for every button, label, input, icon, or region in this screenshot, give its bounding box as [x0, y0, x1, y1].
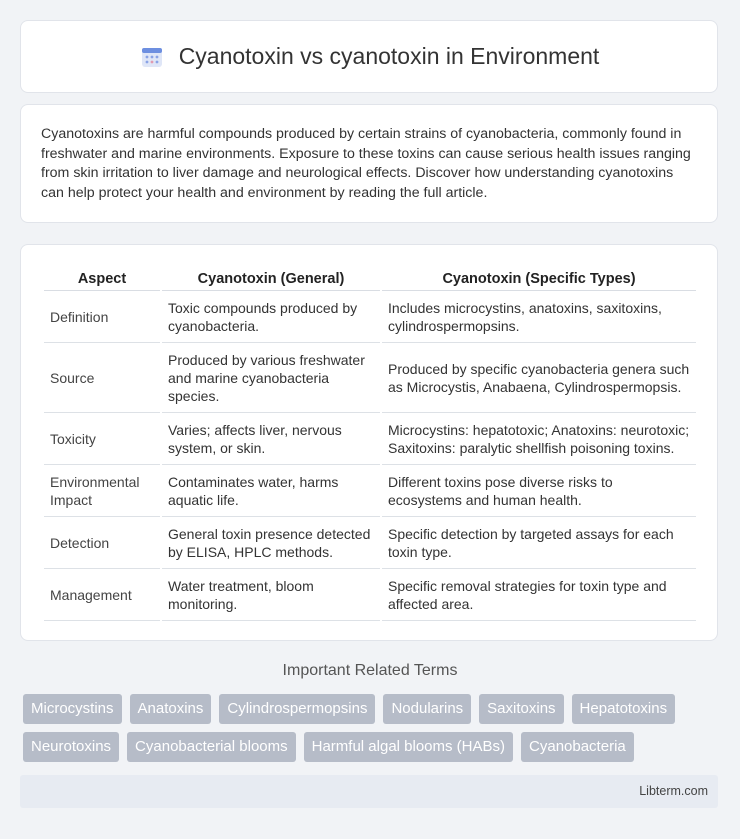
related-terms-title: Important Related Terms — [282, 662, 458, 679]
table-cell: Water treatment, bloom monitoring. — [162, 571, 380, 621]
table-cell: Includes microcystins, anatoxins, saxitoxins, cylindrospermopsins. — [382, 293, 696, 343]
table-cell: Specific detection by targeted assays for each toxin type. — [382, 519, 696, 569]
table-cell-aspect: Source — [44, 345, 160, 413]
footer — [20, 775, 718, 808]
comparison-table-card — [20, 244, 718, 641]
footer-site-link[interactable]: Libterm.com — [639, 784, 708, 798]
table-cell-aspect: Environmental Impact — [44, 467, 160, 517]
table-cell: Produced by various freshwater and marine cyanobacteria species. — [162, 345, 380, 413]
table-cell-aspect: Toxicity — [44, 415, 160, 465]
table-cell: Microcystins: hepatotoxic; Anatoxins: neurotoxic; Saxitoxins: paralytic shellfish poisoning toxins. — [382, 415, 696, 465]
table-cell: Produced by specific cyanobacteria genera such as Microcystis, Anabaena, Cylindrospermopsis. — [382, 345, 696, 413]
table-row — [44, 415, 696, 465]
table-cell-aspect: Management — [44, 571, 160, 621]
table-cell: Different toxins pose diverse risks to ecosystems and human health. — [382, 467, 696, 517]
table-cell: Specific removal strategies for toxin type and affected area. — [382, 571, 696, 621]
page-title: Cyanotoxin vs cyanotoxin in Environment — [178, 43, 600, 69]
table-cell-aspect: Definition — [44, 293, 160, 343]
table-row — [44, 467, 696, 517]
table-row — [44, 345, 696, 413]
tag-hepatotoxins[interactable]: Hepatotoxins — [572, 694, 676, 724]
tag-neurotoxins[interactable]: Neurotoxins — [23, 732, 119, 762]
intro-card — [20, 104, 718, 223]
table-header: Aspect — [44, 265, 160, 291]
header-card — [20, 20, 718, 93]
related-terms-list — [23, 694, 723, 762]
table-cell: General toxin presence detected by ELISA, HPLC methods. — [162, 519, 380, 569]
table-row — [44, 519, 696, 569]
comparison-table — [42, 263, 698, 623]
table-cell-aspect: Detection — [44, 519, 160, 569]
tag-saxitoxins[interactable]: Saxitoxins — [479, 694, 563, 724]
tag-anatoxins[interactable]: Anatoxins — [130, 694, 212, 724]
tag-microcystins[interactable]: Microcystins — [23, 694, 122, 724]
table-header: Cyanotoxin (Specific Types) — [382, 265, 696, 291]
table-cell: Toxic compounds produced by cyanobacteria. — [162, 293, 380, 343]
table-cell: Contaminates water, harms aquatic life. — [162, 467, 380, 517]
intro-text: Cyanotoxins are harmful compounds produced by certain strains of cyanobacteria, commonly found in freshwater and marine environments. Exposure to these toxins can cause serious health issues ranging from skin irritation to liver damage and neurological effects. Discover how understanding cyanotoxins can help protect your health and environment by reading the full article. — [41, 126, 691, 201]
tag-harmful-algal-blooms[interactable]: Harmful algal blooms (HABs) — [304, 732, 513, 762]
table-cell: Varies; affects liver, nervous system, or skin. — [162, 415, 380, 465]
tag-cyanobacterial-blooms[interactable]: Cyanobacterial blooms — [127, 732, 296, 762]
table-row — [44, 293, 696, 343]
tag-nodularins[interactable]: Nodularins — [383, 694, 471, 724]
table-header: Cyanotoxin (General) — [162, 265, 380, 291]
tag-cyanobacteria[interactable]: Cyanobacteria — [521, 732, 634, 762]
tag-cylindrospermopsins[interactable]: Cylindrospermopsins — [219, 694, 375, 724]
table-header-row — [44, 265, 696, 291]
table-row — [44, 571, 696, 621]
calendar-grid-icon — [139, 44, 165, 70]
